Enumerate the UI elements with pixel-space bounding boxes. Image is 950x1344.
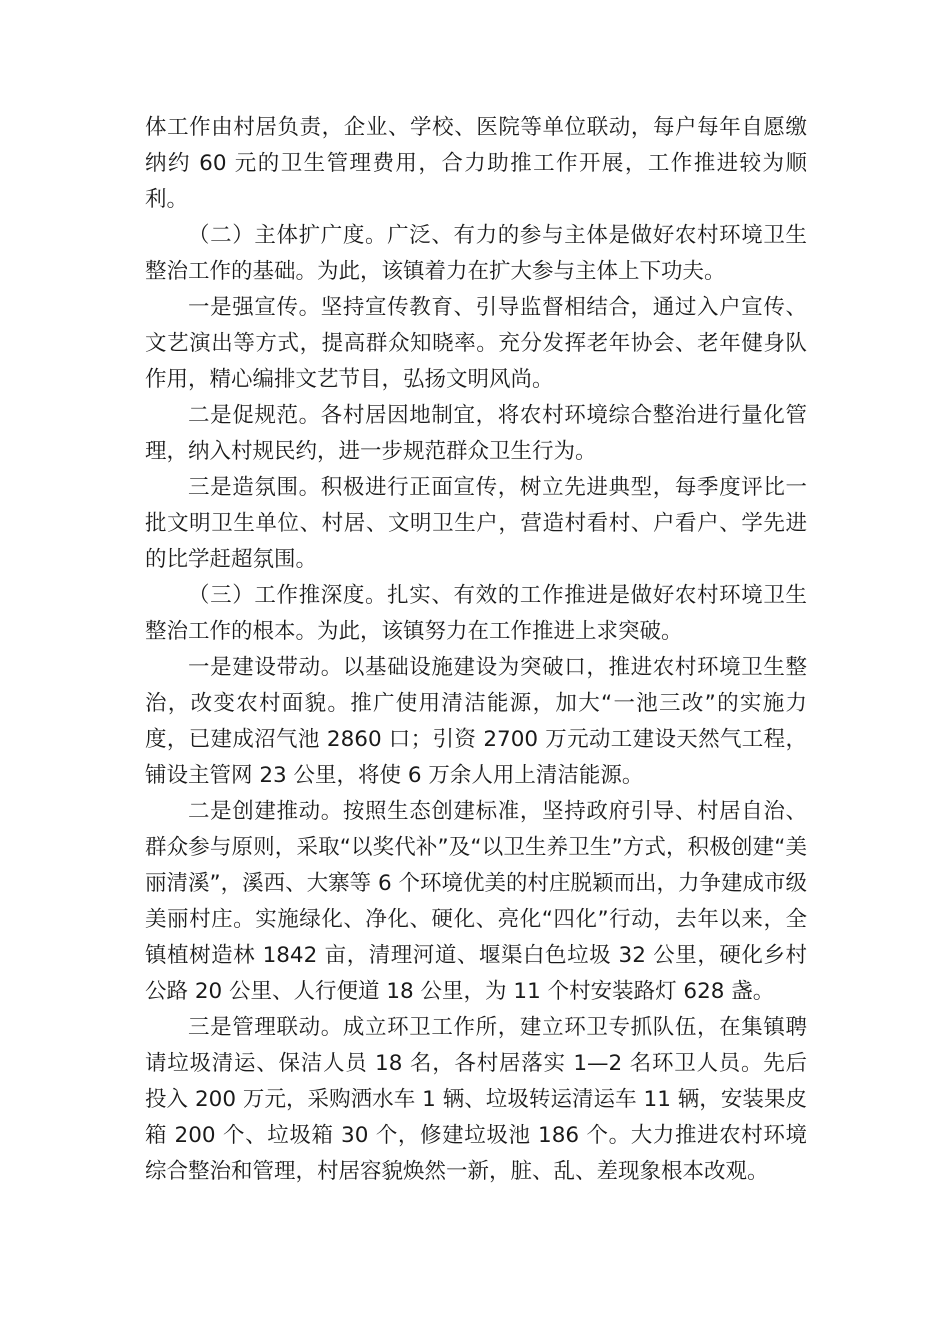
document-body xyxy=(145,110,807,1190)
paragraph-section-two-heading: （二）主体扩广度。广泛、有力的参与主体是做好农村环境卫生整治工作的基础。为此，该镇着力在扩大参与主体上下功夫。 xyxy=(145,223,807,284)
paragraph-publicity: 一是强宣传。坚持宣传教育、引导监督相结合，通过入户宣传、文艺演出等方式，提高群众知晓率。充分发挥老年协会、老年健身队作用，精心编排文艺节目，弘扬文明风尚。 xyxy=(145,295,807,392)
paragraph-continued: 体工作由村居负责，企业、学校、医院等单位联动，每户每年自愿缴纳约 60 元的卫生管理费用，合力助推工作开展，工作推进较为顺利。 xyxy=(145,115,807,212)
paragraph-atmosphere: 三是造氛围。积极进行正面宣传，树立先进典型，每季度评比一批文明卫生单位、村居、文明卫生户，营造村看村、户看户、学先进的比学赶超氛围。 xyxy=(145,475,807,572)
paragraph-standardization: 二是促规范。各村居因地制宜，将农村环境综合整治进行量化管理，纳入村规民约，进一步规范群众卫生行为。 xyxy=(145,403,807,464)
paragraph-management: 三是管理联动。成立环卫工作所，建立环卫专抓队伍，在集镇聘请垃圾清运、保洁人员 18 名，各村居落实 1—2 名环卫人员。先后投入 200 万元，采购洒水车 1 辆、垃圾转运清运车 11 辆，安装果皮箱 200 个、垃圾箱 30 个，修建垃圾池 186 个。大力推进农村环境综合整治和管理，村居容貌焕然一新，脏、乱、差现象根本改观。 xyxy=(145,1015,807,1184)
paragraph-creation: 二是创建推动。按照生态创建标准，坚持政府引导、村居自治、群众参与原则，采取“以奖代补”及“以卫生养卫生”方式，积极创建“美丽清溪”，溪西、大寨等 6 个环境优美的村庄脱颖而出，力争建成市级美丽村庄。实施绿化、净化、硬化、亮化“四化”行动，去年以来，全镇植树造林 1842 亩，清理河道、堰渠白色垃圾 32 公里，硬化乡村公路 20 公里、人行便道 18 公里，为 11 个村安装路灯 628 盏。 xyxy=(145,799,807,1004)
paragraph-construction: 一是建设带动。以基础设施建设为突破口，推进农村环境卫生整治，改变农村面貌。推广使用清洁能源，加大“一池三改”的实施力度，已建成沼气池 2860 口；引资 2700 万元动工建设天然气工程，铺设主管网 23 公里，将使 6 万余人用上清洁能源。 xyxy=(145,655,807,788)
paragraph-section-three-heading: （三）工作推深度。扎实、有效的工作推进是做好农村环境卫生整治工作的根本。为此，该镇努力在工作推进上求突破。 xyxy=(145,583,807,644)
